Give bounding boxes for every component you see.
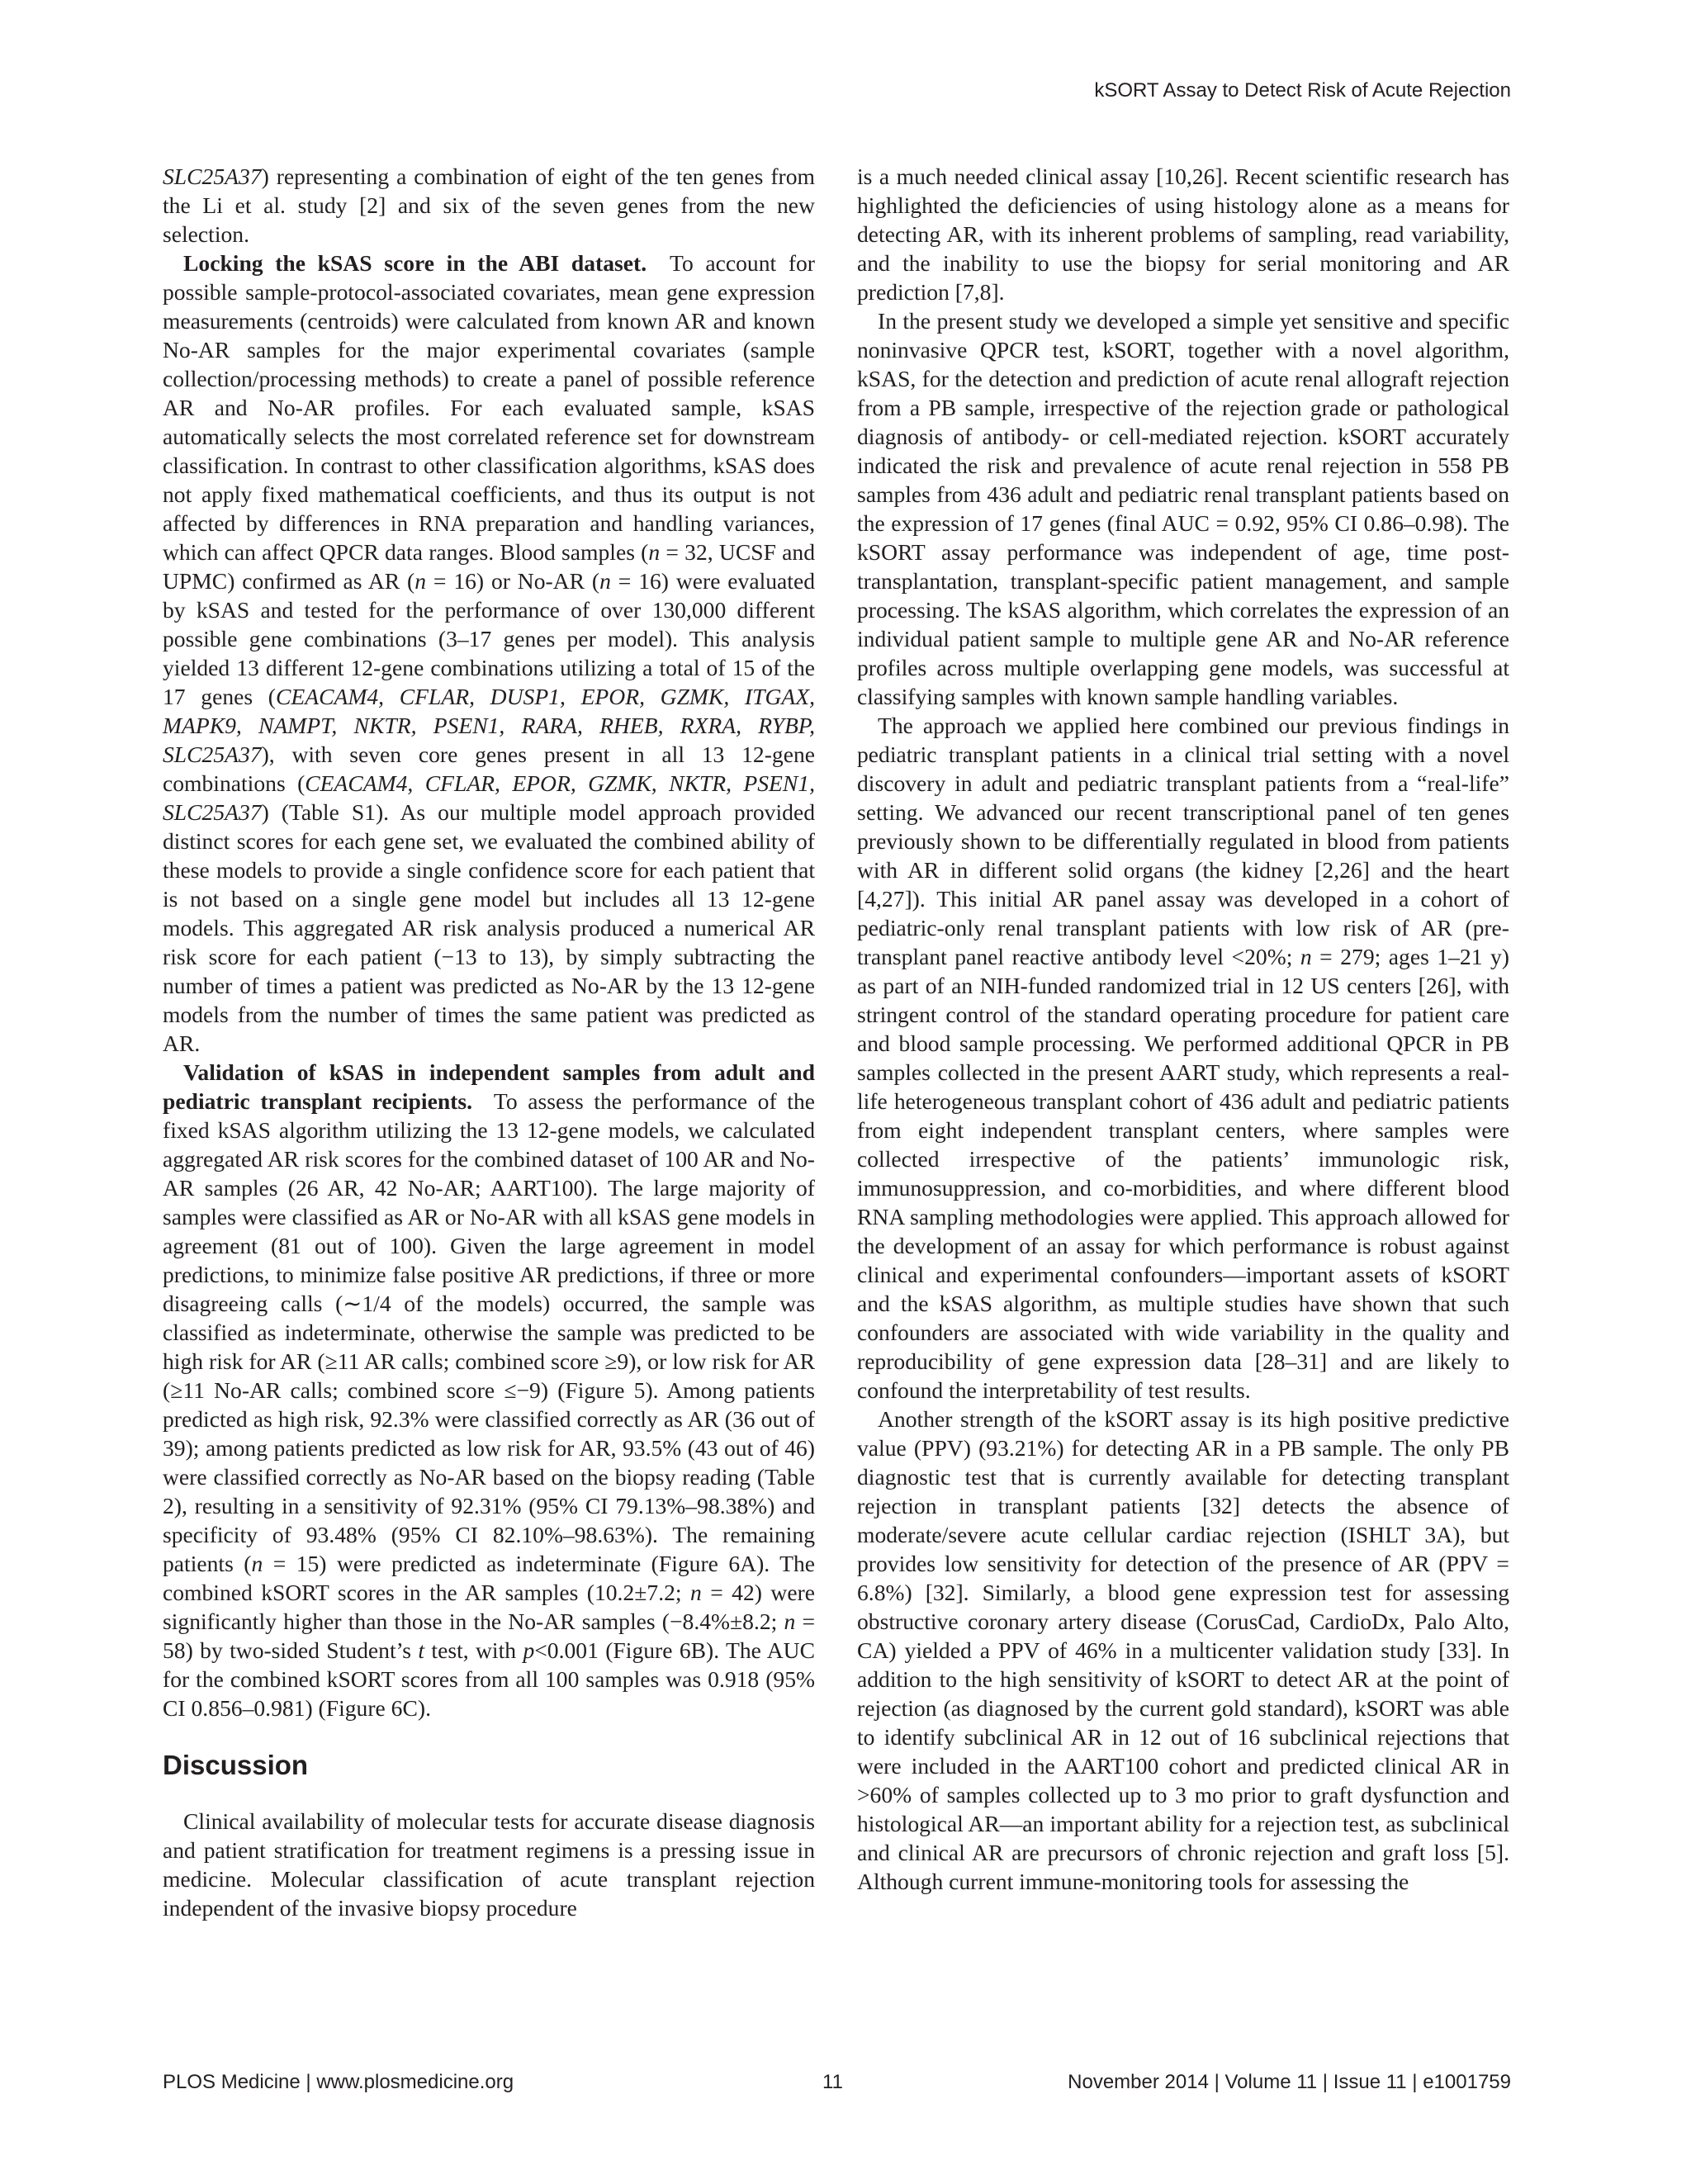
text-run: = 279; ages 1–21 y) as part of an NIH-funded randomized trial in 12 US centers [26], with stringent control of the standard operating procedure for patient care and blood sample processing. We performed additional QPCR in PB samples collected in the present AART study, which represents a real-life heterogeneous transplant cohort of 436 adult and pediatric patients from eight independent transplant centers, where samples were collected irrespective of the patients’ immunologic risk, immunosuppression, and co-morbidities, and where different blood RNA sampling methodologies were applied. This approach allowed for the development of an assay for which performance is robust against clinical and experimental confounders—important assets of kSORT and the kSAS algorithm, as multiple studies have shown that such confounders are associated with wide variability in the quality and reproducibility of gene expression data [28–31] and are likely to confound the interpretability of test results. — [857, 944, 1509, 1403]
italic-run: n — [1300, 944, 1312, 969]
italic-run: n — [648, 539, 661, 565]
italic-run: n — [599, 568, 611, 594]
paragraph — [857, 711, 1509, 1405]
text-run: ) (Table S1). As our multiple model approach provided distinct scores for each gene set, we evaluated the combined ability of these models to provide a single confidence score for each patient that is not based on a single gene model but includes all 13 12-gene models. This aggregated AR risk analysis produced a numerical AR risk score for each patient (−13 to 13), by simply subtracting the number of times a patient was predicted as No-AR by the 13 12-gene models from the number of times the same patient was predicted as AR. — [163, 799, 815, 1056]
italic-run: t — [418, 1637, 425, 1663]
text-run: = 15) were predicted as indeterminate (Figure 6A). The combined kSORT scores in the AR samples (10.2±7.2; — [163, 1551, 815, 1605]
text-run: <0.001 (Figure 6B). The AUC for the combined kSORT scores from all 100 samples was 0.918 (95% CI 0.856–0.981) (Figure 6C). — [163, 1637, 815, 1721]
italic-run: p — [523, 1637, 535, 1663]
italic-run: SLC25A37 — [163, 163, 262, 189]
text-run: Another strength of the kSORT assay is its high positive predictive value (PPV) (93.21%) for detecting AR in a PB sample. The only PB diagnostic test that is currently available for detecting transplant rejection in transplant patients [32] detects the absence of moderate/severe acute cellular cardiac rejection (ISHLT 3A), but provides low sensitivity for detection of the presence of AR (PPV = 6.8%) [32]. Similarly, a blood gene expression test for assessing obstructive coronary artery disease (CorusCad, CardioDx, Palo Alto, CA) yielded a PPV of 46% in a multicenter validation study [33]. In addition to the high sensitivity of kSORT to detect AR at the point of rejection (as diagnosed by the current gold standard), kSORT was able to identify subclinical AR in 12 out of 16 subclinical rejections that were included in the AART100 cohort and predicted clinical AR in >60% of samples collected up to 3 mo prior to graft dysfunction and histological AR—an important ability for a rejection test, as subclinical and clinical AR are precursors of chronic rejection and graft loss [5]. Although current immune-monitoring tools for assessing the — [857, 1406, 1509, 1894]
paragraph — [857, 306, 1509, 711]
run-in-heading: Locking the kSAS score in the ABI dataset. — [183, 250, 647, 276]
run-in-heading: Validation of kSAS in independent samples from adult and pediatric transplant recipients. — [163, 1059, 815, 1114]
text-run: ) representing a combination of eight of the ten genes from the Li et al. study [2] and six of the seven genes from the new selection. — [163, 163, 815, 247]
paragraph-discussion — [163, 1807, 815, 1922]
italic-run: CEACAM4, CFLAR, EPOR, GZMK, NKTR, PSEN1, SLC25A37 — [163, 770, 815, 825]
text-run: Clinical availability of molecular tests for accurate disease diagnosis and patient stratification for treatment regimens is a pressing issue in medicine. Molecular classification of acute transplant rejection independent of the invasive biopsy procedure — [163, 1808, 815, 1921]
text-run: = 16) or No-AR ( — [426, 568, 600, 594]
footer-issue-info: November 2014 | Volume 11 | Issue 11 | e1001759 — [1068, 2071, 1511, 2093]
text-run: is a much needed clinical assay [10,26]. Recent scientific research has highlighted the deficiencies of using histology alone as a means for detecting AR, with its inherent problems of sampling, read variability, and the inability to use the biopsy for serial monitoring and AR prediction [7,8]. — [857, 163, 1509, 305]
italic-run: n — [689, 1580, 702, 1605]
right-column — [857, 162, 1509, 1896]
left-column — [163, 162, 815, 1922]
section-heading-discussion: Discussion — [163, 1750, 309, 1780]
footer-journal: PLOS Medicine | www.plosmedicine.org — [163, 2071, 514, 2093]
text-run: To assess the performance of the fixed kSAS algorithm utilizing the 13 12-gene models, we calculated aggregated AR risk scores for the combined dataset of 100 AR and No-AR samples (26 AR, 42 No-AR; AART100). The large majority of samples were classified as AR or No-AR with all kSAS gene models in agreement (81 out of 100). Given the large agreement in model predictions, to minimize false positive AR predictions, if three or more disagreeing calls (∼1/4 of the models) occurred, the sample was classified as indeterminate, otherwise the sample was predicted to be high risk for AR (≥11 AR calls; combined score ≥9), or low risk for AR (≥11 No-AR calls; combined score ≤−9) (Figure 5). Among patients predicted as high risk, 92.3% were classified correctly as AR (36 out of 39); among patients predicted as low risk for AR, 93.5% (43 out of 46) were classified correctly as No-AR based on the biopsy reading (Table 2), resulting in a sensitivity of 92.31% (95% CI 79.13%–98.38%) and specificity of 93.48% (95% CI 82.10%–98.63%). The remaining patients ( — [163, 1088, 815, 1576]
running-title: kSORT Assay to Detect Risk of Acute Rejection — [1094, 79, 1511, 102]
paragraph-validation-of-kSAS — [163, 1058, 815, 1722]
page-number: 11 — [822, 2071, 843, 2093]
italic-run: n — [414, 568, 427, 594]
text-run: = 42) were significantly higher than those in the No-AR samples (−8.4%±8.2; — [163, 1580, 816, 1634]
text-run: test, with — [424, 1637, 523, 1663]
paragraph-locking-kSAS-score — [163, 249, 815, 1058]
text-run: = 32, UCSF and UPMC) confirmed as AR ( — [163, 539, 815, 594]
italic-run: CEACAM4, CFLAR, DUSP1, EPOR, GZMK, ITGAX, MAPK9, NAMPT, NKTR, PSEN1, RARA, RHEB, RXRA, RYBP, SLC25A37 — [163, 684, 815, 767]
text-run: = 58) by two-sided Student’s — [163, 1608, 816, 1663]
text-run: To account for possible sample-protocol-associated covariates, mean gene expression measurements (centroids) were calculated from known AR and known No-AR samples for the major experimental covariates (sample collection/processing methods) to create a panel of possible reference AR and No-AR profiles. For each evaluated sample, kSAS automatically selects the most correlated reference set for downstream classification. In contrast to other classification algorithms, kSAS does not apply fixed mathematical coefficients, and thus its output is not affected by differences in RNA preparation and handling variances, which can affect QPCR data ranges. Blood samples ( — [163, 250, 816, 565]
text-run: ), with seven core genes present in all 13 12-gene combinations ( — [163, 741, 815, 796]
text-run: In the present study we developed a simple yet sensitive and specific noninvasive QPCR test, kSORT, together with a novel algorithm, kSAS, for the detection and prediction of acute renal allograft rejection from a PB sample, irrespective of the rejection grade or pathological diagnosis of antibody- or cell-mediated rejection. kSORT accurately indicated the risk and prevalence of acute renal rejection in 558 PB samples from 436 adult and pediatric renal transplant patients based on the expression of 17 genes (final AUC = 0.92, 95% CI 0.86–0.98). The kSORT assay performance was independent of age, time post- transplantation, transplant-specific patient management, and sample processing. The kSAS algorithm, which correlates the expression of an individual patient sample to multiple gene AR and No-AR reference profiles across multiple overlapping gene models, was successful at classifying samples with known sample handling variables. — [857, 308, 1509, 709]
text-run: The approach we applied here combined our previous findings in pediatric transplant patients in a clinical trial setting with a novel discovery in adult and pediatric transplant patients from a “real-life” setting. We advanced our recent transcriptional panel of ten genes previously shown to be differentially regulated in blood from patients with AR in different solid organs (the kidney [2,26] and the heart [4,27]). This initial AR panel assay was developed in a cohort of pediatric-only renal transplant patients with low risk of AR (pre-transplant panel reactive antibody level <20%; — [857, 713, 1509, 969]
text-run: = 16) were evaluated by kSAS and tested for the performance of over 130,000 different possible gene combinations (3–17 genes per model). This analysis yielded 13 different 12-gene combinations utilizing a total of 15 of the 17 genes ( — [163, 568, 816, 709]
paragraph — [163, 162, 815, 249]
italic-run: n — [784, 1608, 796, 1634]
paragraph — [857, 162, 1509, 306]
paragraph — [857, 1405, 1509, 1896]
italic-run: n — [251, 1551, 263, 1576]
